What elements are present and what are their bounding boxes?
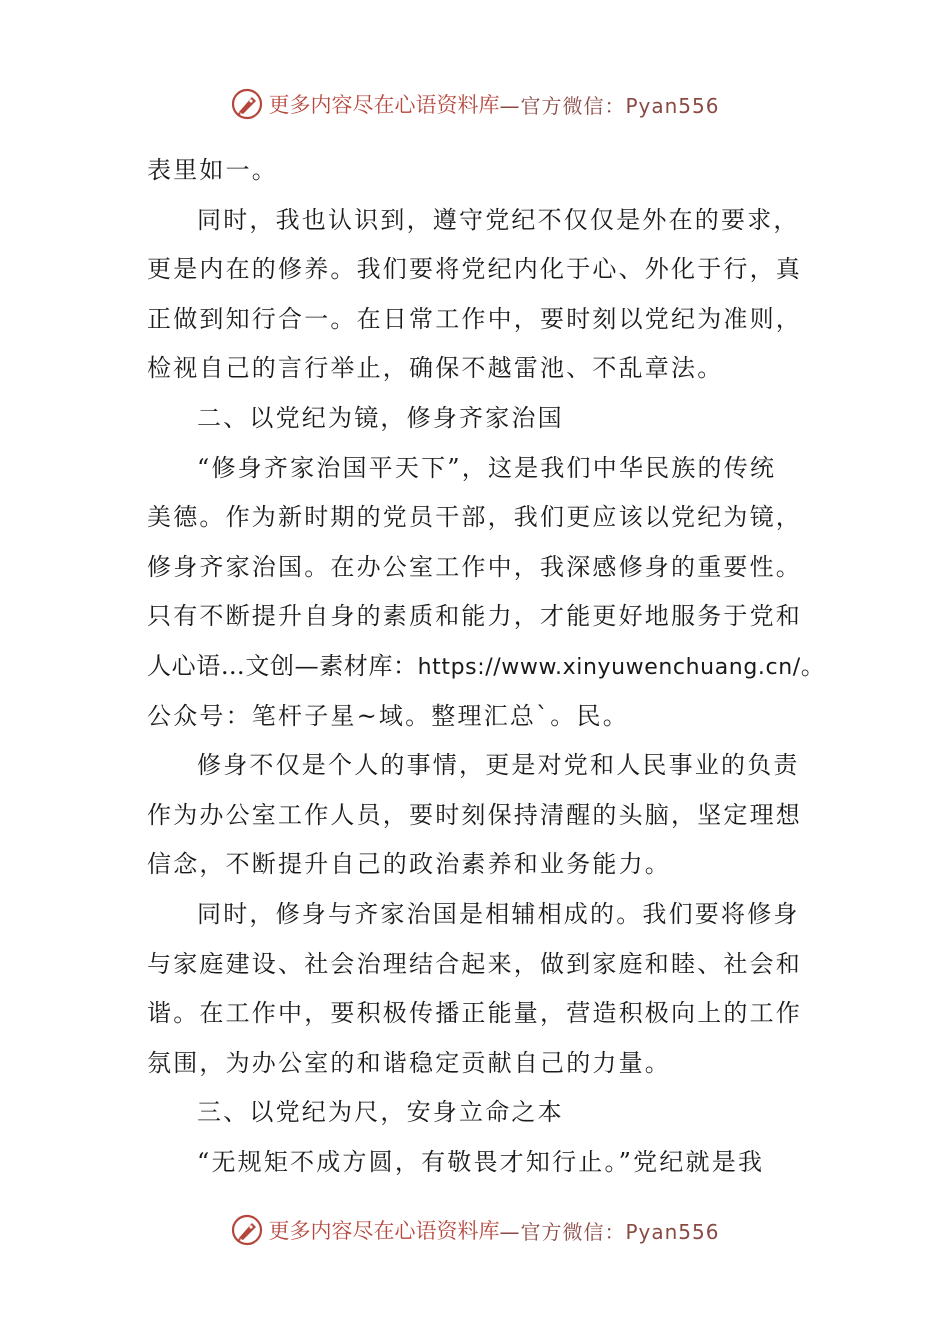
text-line: 氛围，为办公室的和谐稳定贡献自己的力量。 [147, 1048, 671, 1077]
banner-brand-text: 更多内容尽在心语资料库 [268, 1219, 500, 1243]
watermark-suffix: 。 [800, 651, 826, 680]
text-line: “修身齐家治国平天下”，这是我们中华民族的传统 [197, 453, 777, 482]
pen-nib-logo-icon [230, 87, 264, 121]
watermark-prefix: 人心语…文创—素材库： [147, 651, 418, 680]
text-line: 作为办公室工作人员，要时刻保持清醒的头脑，坚定理想 [147, 800, 802, 829]
text-line: 谐。在工作中，要积极传播正能量，营造积极向上的工作 [147, 999, 802, 1028]
text-line: 检视自己的言行举止，确保不越雷池、不乱章法。 [147, 354, 724, 383]
pen-nib-logo-icon [230, 1213, 264, 1247]
watermark-url-line [147, 642, 826, 692]
footer-banner [0, 1210, 950, 1250]
header-banner [0, 84, 950, 124]
banner-contact-text: —官方微信：Pyan556 [499, 1219, 720, 1244]
section-heading: 二、以党纪为镜，修身齐家治国 [197, 403, 564, 432]
banner-contact-text: —官方微信：Pyan556 [499, 93, 720, 118]
text-line: 同时，我也认识到，遵守党纪不仅仅是外在的要求， [197, 205, 800, 234]
text-line: 修身不仅是个人的事情，更是对党和人民事业的负责 [197, 751, 800, 780]
text-line: “无规矩不成方圆，有敬畏才知行止。”党纪就是我 [197, 1147, 765, 1176]
banner-brand-text: 更多内容尽在心语资料库 [268, 93, 500, 117]
text-line: 美德。作为新时期的党员干部，我们更应该以党纪为镜， [147, 503, 802, 532]
section-heading: 三、以党纪为尺，安身立命之本 [197, 1098, 564, 1127]
text-line: 修身齐家治国。在办公室工作中，我深感修身的重要性。 [147, 552, 802, 581]
document-body [147, 146, 826, 1187]
text-line: 正做到知行合一。在日常工作中，要时刻以党纪为准则， [147, 304, 802, 333]
text-line: 信念，不断提升自己的政治素养和业务能力。 [147, 850, 671, 879]
watermark-url: https://www.xinyuwenchuang.cn/ [417, 654, 801, 680]
text-line: 同时，修身与齐家治国是相辅相成的。我们要将修身 [197, 899, 800, 928]
text-line: 与家庭建设、社会治理结合起来，做到家庭和睦、社会和 [147, 949, 802, 978]
text-line: 更是内在的修养。我们要将党纪内化于心、外化于行，真 [147, 255, 802, 284]
text-line: 只有不断提升自身的素质和能力，才能更好地服务于党和 [147, 602, 802, 631]
text-line: 公众号：笔杆子星~域。整理汇总`。民。 [147, 701, 629, 730]
text-line: 表里如一。 [147, 156, 278, 184]
